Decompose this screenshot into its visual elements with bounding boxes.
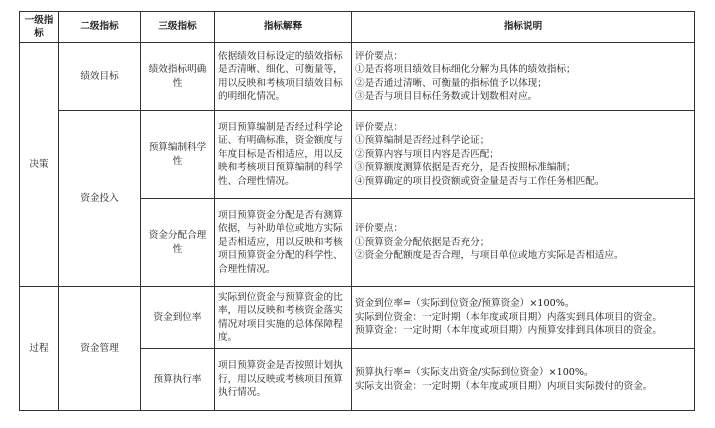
- level3-cell: 资金分配合理性: [141, 199, 215, 287]
- explanation-cell: 实际到位资金与预算资金的比率，用以反映和考核资金落实情况对项目实施的总体保障程度。: [215, 287, 352, 349]
- description-cell: [352, 199, 695, 287]
- description-line: ③预算额度测算依据是否充分，是否按照标准编制；: [355, 162, 576, 174]
- explanation-cell: 项目预算编制是否经过科学论证、有明确标准，资金额度与年度目标是否相适应，用以反映和考核项目预算编制的科学性、合理性情况。: [215, 111, 352, 199]
- level2-cell: 绩效目标: [59, 43, 141, 111]
- description-line: ②资金分配额度是否合理，与项目单位或地方实际是否相适应。: [355, 250, 624, 262]
- header-row: [20, 12, 695, 43]
- header-level2: 二级指标: [59, 12, 141, 43]
- table-row: [20, 287, 695, 349]
- level1-cell: 过程: [20, 287, 59, 411]
- explanation-cell: 项目预算资金是否按照计划执行，用以反映或考核项目预算执行情况。: [215, 349, 352, 411]
- level3-cell: 资金到位率: [141, 287, 215, 349]
- description-cell: [352, 111, 695, 199]
- description-line: 评价要点：: [355, 121, 403, 133]
- level2-cell: 资金管理: [59, 287, 141, 411]
- description-line: ④预算确定的项目投资额或资金量是否与工作任务相匹配。: [355, 175, 605, 187]
- level2-cell: 资金投入: [59, 111, 141, 287]
- description-line: ②预算内容与项目内容是否匹配；: [355, 148, 499, 160]
- header-level3: 三级指标: [141, 12, 215, 43]
- header-explanation: 指标解释: [215, 12, 352, 43]
- description-line: ①是否将项目绩效目标细化分解为具体的绩效指标；: [355, 64, 576, 76]
- level3-cell: 预算执行率: [141, 349, 215, 411]
- description-cell: [352, 349, 695, 411]
- description-line: 预算执行率=（实际支出资金/实际到位资金）×100%。: [355, 367, 594, 379]
- description-line: ①预算编制是否经过科学论证；: [355, 135, 490, 147]
- header-description: 指标说明: [352, 12, 695, 43]
- description-line: ①预算资金分配依据是否充分；: [355, 236, 490, 248]
- explanation-cell: 项目预算资金分配是否有测算依据，与补助单位或地方实际是否相适应，用以反映和考核项目预算资金分配的科学性、合理性情况。: [215, 199, 352, 287]
- explanation-cell: 依据绩效目标设定的绩效指标是否清晰、细化、可衡量等，用以反映和考核项目绩效目标的明细化情况。: [215, 43, 352, 111]
- description-line: 实际支出资金：一定时期（本年度或项目期）内项目实际拨付的资金。: [355, 380, 653, 392]
- table-row: [20, 43, 695, 111]
- description-line: 实际到位资金：一定时期（本年度或项目期）内落实到具体项目的资金。: [355, 311, 662, 323]
- description-line: 预算资金：一定时期（本年度或项目期）内预算安排到具体项目的资金。: [355, 325, 662, 337]
- indicator-table: [19, 11, 695, 411]
- description-line: ②是否通过清晰、可衡量的指标值予以体现；: [355, 77, 547, 89]
- description-line: 资金到位率=（实际到位资金/预算资金）×100%。: [355, 298, 575, 310]
- description-line: 评价要点：: [355, 223, 403, 235]
- level3-cell: 预算编制科学性: [141, 111, 215, 199]
- description-line: ③是否与项目目标任务数或计划数相对应。: [355, 90, 538, 102]
- description-cell: [352, 43, 695, 111]
- level3-cell: 绩效指标明确性: [141, 43, 215, 111]
- table-row: [20, 111, 695, 199]
- description-cell: [352, 287, 695, 349]
- level1-cell: 决策: [20, 43, 59, 287]
- description-line: 评价要点：: [355, 50, 403, 62]
- header-level1: 一级指标: [20, 12, 59, 43]
